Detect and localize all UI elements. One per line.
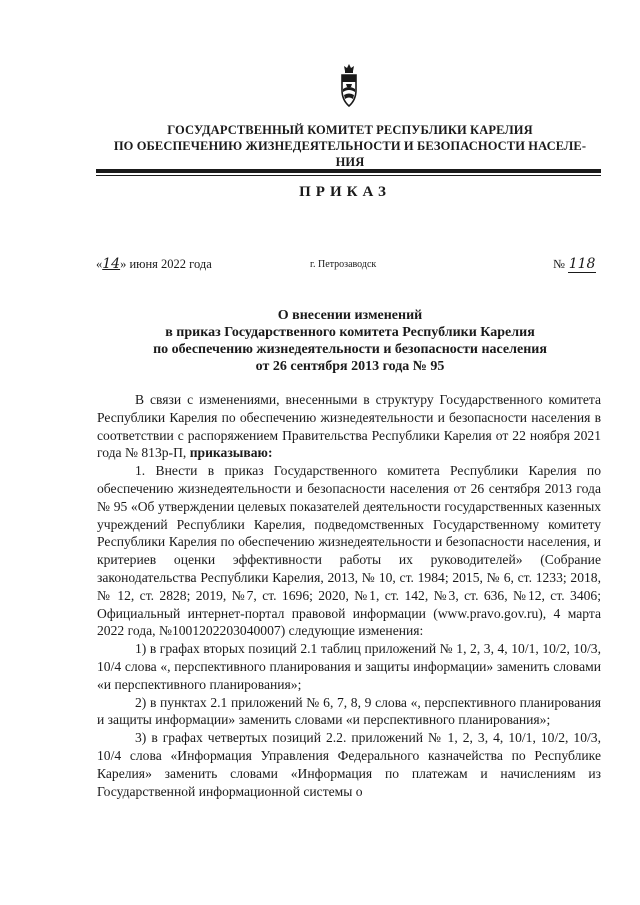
subclause-1-paragraph: 1) в графах вторых позиций 2.1 таблиц приложений № 1, 2, 3, 4, 10/1, 10/2, 10/3, 10/4 слова «, перспективного планирования и защиты информации» заменить словами «и перспективного планирования»; <box>97 641 601 692</box>
document-city: г. Петрозаводск <box>310 259 377 270</box>
number-label: № <box>553 257 565 271</box>
number-value-handwritten: 118 <box>568 256 596 272</box>
date-day-handwritten: 14 <box>102 256 121 272</box>
preamble-order-word: приказываю: <box>189 445 273 461</box>
title-line-2: в приказ Государственного комитета Республики Карелия <box>165 325 535 340</box>
organization-name-line-2: ПО ОБЕСПЕЧЕНИЮ ЖИЗНЕДЕЯТЕЛЬНОСТИ И БЕЗОПАСНОСТИ НАСЕЛЕ- <box>113 139 587 153</box>
header-divider-thick <box>96 169 601 173</box>
document-body <box>97 391 601 800</box>
title-line-4: от 26 сентября 2013 года № 95 <box>255 359 445 374</box>
coat-of-arms-icon <box>338 62 360 108</box>
date-open-quote: « <box>96 257 103 271</box>
document-date <box>96 256 212 272</box>
subclause-2-paragraph: 2) в пунктах 2.1 приложений № 6, 7, 8, 9 слова «, перспективного планирования и защиты информации» заменить словами «и перспективного планирования»; <box>97 694 601 728</box>
title-line-1: О внесении изменений <box>277 308 423 323</box>
document-type: ПРИКАЗ <box>299 184 391 200</box>
preamble-text: В связи с изменениями, внесенными в структуру Государственного комитета Республики Карелия по обеспечению жизнедеятельности и безопасности населения в соответствии с распоряжением Правительства Республики Карелия от 22 ноября 2021 года № 813р-П, <box>97 392 601 461</box>
header-divider-thin <box>96 175 601 176</box>
preamble-paragraph <box>97 391 601 462</box>
subclause-3-paragraph: 3) в графах четвертых позиций 2.2. приложений № 1, 2, 3, 4, 10/1, 10/2, 10/3, 10/4 слова «Информация Управления Федерального казначейства по Республике Карелия» заменить словами «Информация по платежам и начислениям из Государственной информационной системы о <box>97 730 601 799</box>
document-number <box>553 256 596 273</box>
clause-1-paragraph: 1. Внести в приказ Государственного комитета Республики Карелия по обеспечению жизнедеятельности и безопасности населения от 26 сентября 2013 года № 95 «Об утверждении целевых показателей деятельности государственных казенных учреждений Республики Карелия, подведомственных Государственному комитету Республики Карелия по обеспечению жизнедеятельности и безопасности населения, и критериев оценки эффективности работы их руководителей» (Собрание законодательства Республики Карелия, 2013, № 10, ст. 1984; 2015, № 6, ст. 1233; 2018, № 12, ст. 2828; 2019, №7, ст. 1696; 2020, №1, ст. 142, №3, ст. 636, №12, ст. 3406; Официальный интернет-портал правовой информации (www.pravo.gov.ru), 4 марта 2022 года, №1001202203040007) следующие изменения: <box>97 463 601 639</box>
organization-name-line-1: ГОСУДАРСТВЕННЫЙ КОМИТЕТ РЕСПУБЛИКИ КАРЕЛИЯ <box>167 123 533 137</box>
title-line-3: по обеспечению жизнедеятельности и безопасности населения <box>153 342 547 357</box>
organization-name-line-3: НИЯ <box>335 155 365 169</box>
date-rest: » июня 2022 года <box>120 257 212 271</box>
